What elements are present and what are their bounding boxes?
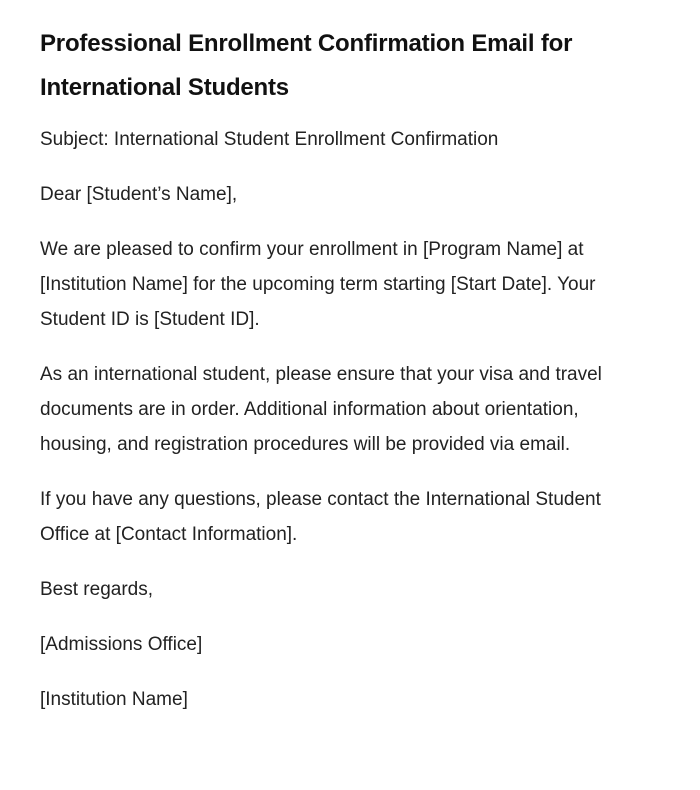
email-paragraph-international-info: As an international student, please ensure that your visa and travel documents are in order. Additional information about orientation, housing, and registration procedures will be provided via email. — [40, 364, 602, 455]
email-sender: [Admissions Office] — [40, 634, 203, 655]
email-paragraph-contact: If you have any questions, please contact the International Student Office at [Contact Information]. — [40, 489, 601, 545]
document-title: Professional Enrollment Confirmation Email for International Students — [40, 30, 573, 101]
email-paragraph-confirmation: We are pleased to confirm your enrollment in [Program Name] at [Institution Name] for the upcoming term starting [Start Date]. Your Student ID is [Student ID]. — [40, 239, 596, 330]
email-closing: Best regards, — [40, 579, 153, 600]
email-subject-line: Subject: International Student Enrollment Confirmation — [40, 129, 499, 150]
email-institution: [Institution Name] — [40, 689, 188, 710]
email-greeting: Dear [Student’s Name], — [40, 184, 238, 205]
